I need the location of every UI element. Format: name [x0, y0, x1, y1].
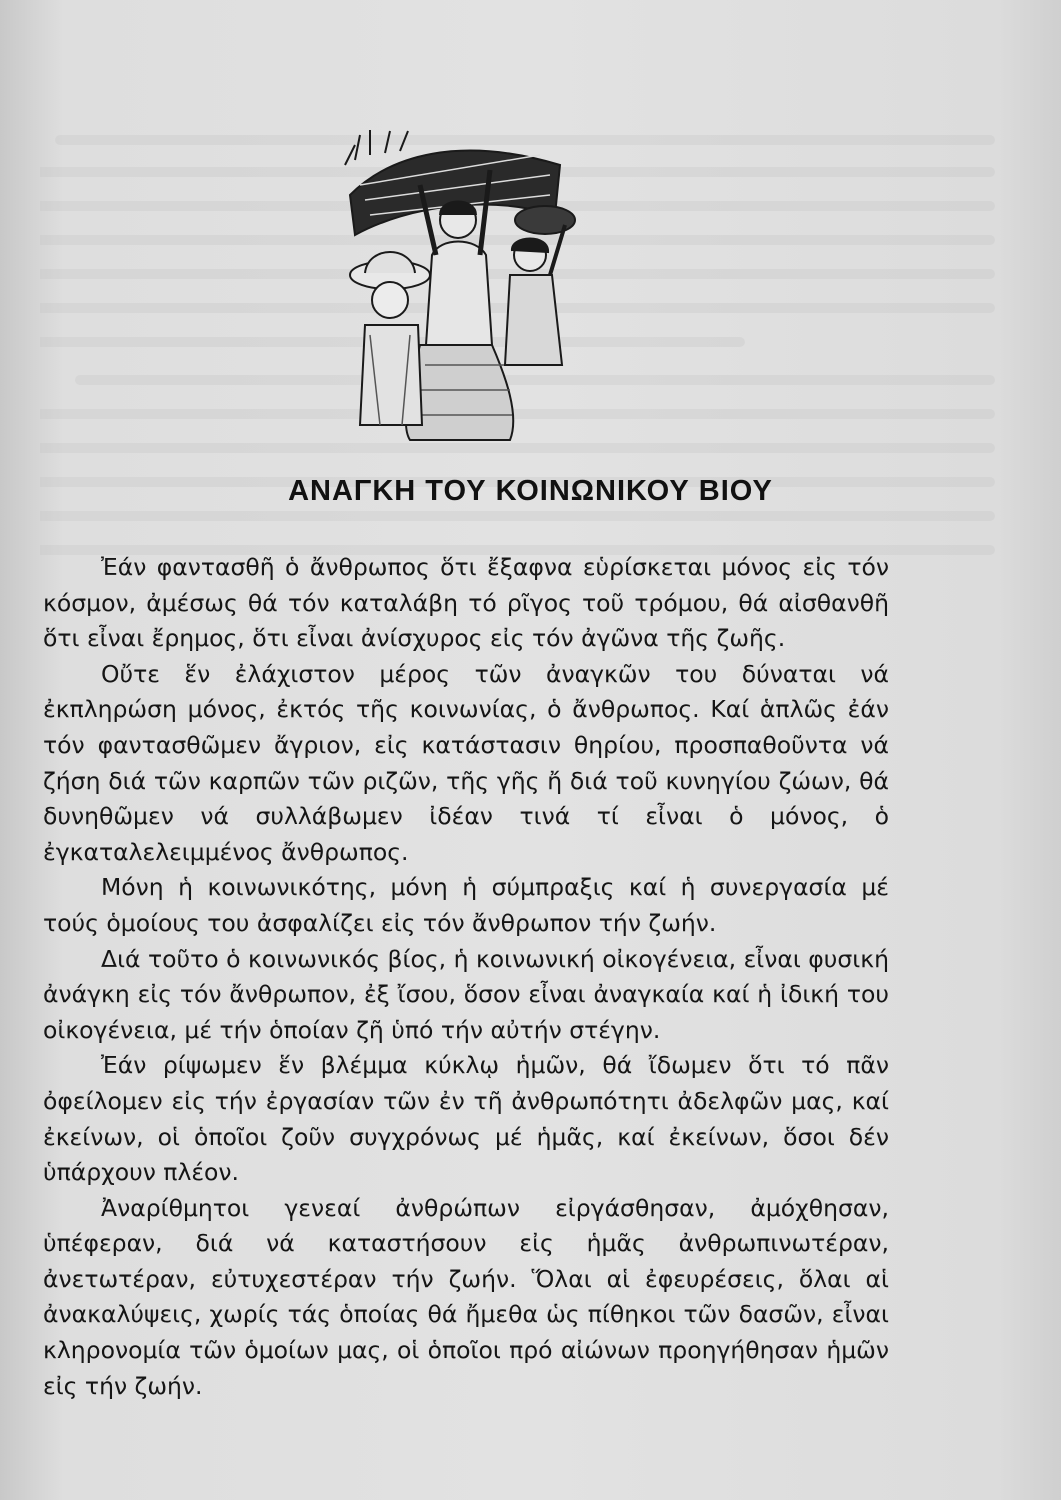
paragraph: Ἐάν φαντασθῆ ὁ ἄνθρωπος ὅτι ἔξαφνα εὑρίσκεται μόνος εἰς τόν κόσμον, ἀμέσως θά τόν καταλάβη τό ρῖγος τοῦ τρόμου, θά αἰσθανθῆ ὅτι εἶναι ἔρημος, ὅτι εἶναι ἀνίσχυρος εἰς τόν ἀγῶνα τῆς ζωῆς.	[43, 553, 889, 653]
paragraph: Ἐάν ρίψωμεν ἕν βλέμμα κύκλῳ ἡμῶν, θά ἴδωμεν ὅτι τό πᾶν ὀφείλομεν εἰς τήν ἐργασίαν τῶν ἐν τῆ ἀνθρωπότητι ἀδελφῶν μας, καί ἐκείνων, οἱ ὁποῖοι ζοῦν συγχρόνως μέ ἡμᾶς, καί ἐκείνων, ὅσοι δέν ὑπάρχουν πλέον.	[43, 1051, 889, 1187]
chapter-title: ΑΝΑΓΚΗ ΤΟΥ ΚΟΙΝΩΝΙΚΟΥ ΒΙΟΥ	[288, 475, 773, 507]
paragraph: Διά τοῦτο ὁ κοινωνικός βίος, ἡ κοινωνική οἰκογένεια, εἶναι φυσική ἀνάγκη εἰς τόν ἄνθρωπον, ἐξ ἴσου, ὅσον εἶναι ἀναγκαία καί ἡ ἰδική του οἰκογένεια, μέ τήν ὁποίαν ζῆ ὑπό τήν αὐτήν στέγην.	[43, 944, 889, 1044]
girl-with-basket-icon	[505, 206, 575, 365]
paragraph: Οὔτε ἕν ἐλάχιστον μέρος τῶν ἀναγκῶν του δύναται νά ἐκπληρώση μόνος, ἐκτός τῆς κοινωνίας, ὁ ἄνθρωπος. Καί ἁπλῶς ἐάν τόν φαντασθῶμεν ἄγριον, εἰς κατάστασιν θηρίου, προσπαθοῦντα νά ζήση διά τῶν καρπῶν τῶν ριζῶν, τῆς γῆς ἤ διά τοῦ κυνηγίου ζώων, θά δυνηθῶμεν νά συλλάβωμεν ἰδέαν τινά τί εἶναι ὁ μόνος, ὁ ἐγκαταλελειμμένος ἄνθρωπος.	[43, 659, 889, 866]
chapter-body	[43, 550, 889, 1404]
paragraph: Μόνη ἡ κοινωνικότης, μόνη ἡ σύμπραξις καί ἡ συνεργασία μέ τούς ὁμοίους του ἀσφαλίζει εἰς τόν ἄνθρωπον τήν ζωήν.	[43, 873, 889, 937]
paragraph: Ἀναρίθμητοι γενεαί ἀνθρώπων εἰργάσθησαν, ἀμόχθησαν, ὑπέφεραν, διά νά καταστήσουν εἰς ἡμᾶς ἀνθρωπινωτέραν, ἀνετωτέραν, εὐτυχεστέραν τήν ζωήν. Ὅλαι αἱ ἐφευρέσεις, ὅλαι αἱ ἀνακαλύψεις, χωρίς τάς ὁποίας θά ἤμεθα ὡς πίθηκοι τῶν δασῶν, εἶναι κληρονομία τῶν ὁμοίων μας, οἱ ὁποῖοι πρό αἰώνων προηγήθησαν ἡμῶν εἰς τήν ζωήν.	[43, 1193, 889, 1400]
harvest-illustration	[340, 125, 580, 445]
boy-with-hat-icon	[350, 252, 430, 425]
